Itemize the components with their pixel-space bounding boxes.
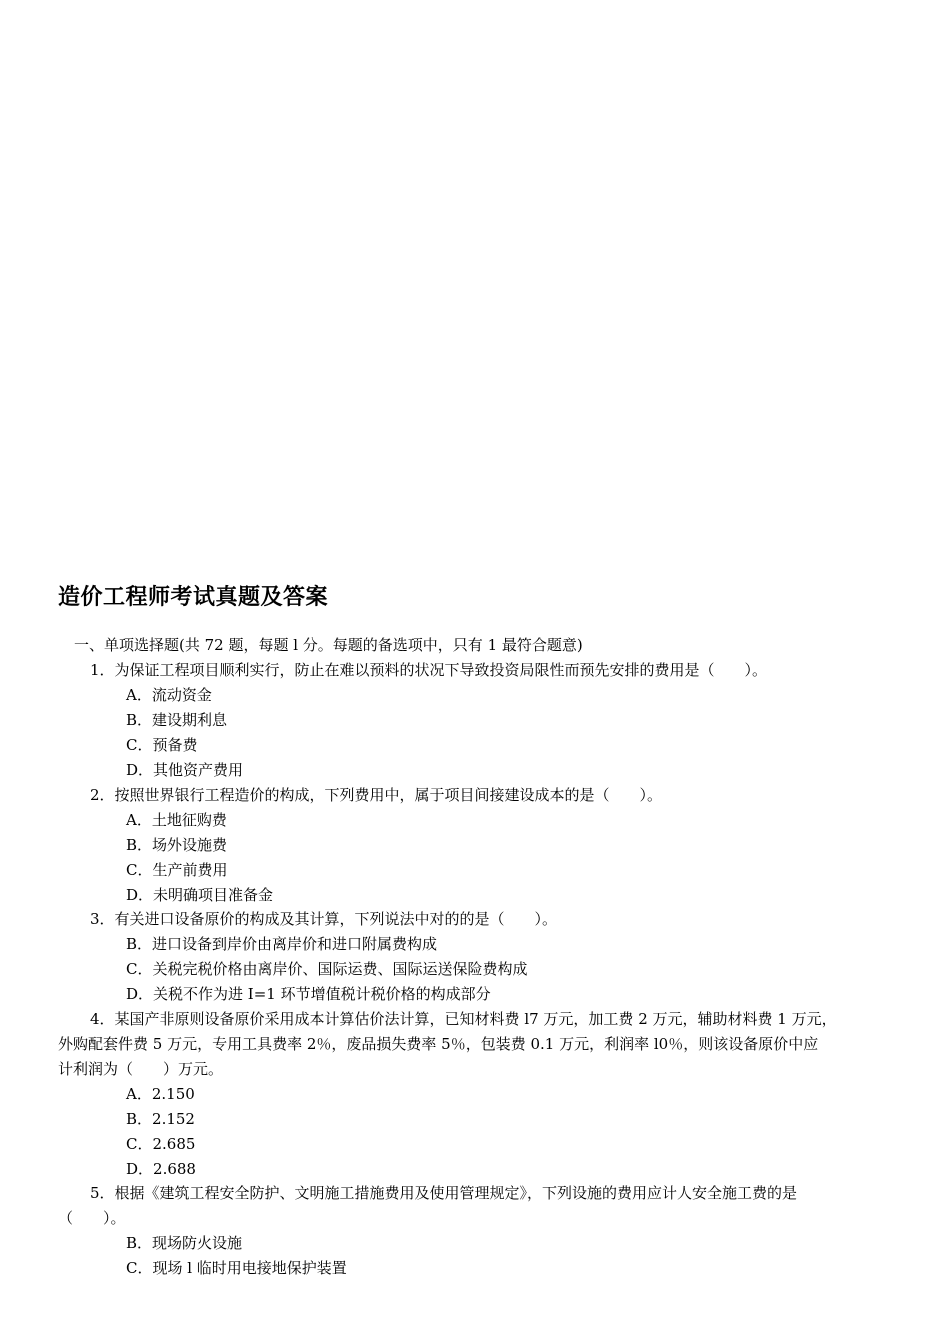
question-1-option-c: C．预备费 <box>126 736 198 754</box>
question-5-stem-line-2: （ ）。 <box>58 1209 126 1227</box>
question-3-stem: 3．有关进口设备原价的构成及其计算，下列说法中对的的是（ ）。 <box>90 910 558 928</box>
question-4-stem-line-1: 4．某国产非原则设备原价采用成本计算估价法计算，已知材料费 l7 万元，加工费 2 万元，辅助材料费 1 万元， <box>90 1010 837 1028</box>
question-1-option-a: A．流动资金 <box>126 686 212 704</box>
question-4-stem-line-2: 外购配套件费 5 万元，专用工具费率 2％，废品损失费率 5％，包装费 0.1 万元，利润率 l0％，则该设备原价中应 <box>58 1035 819 1053</box>
section-heading: 一、单项选择题(共 72 题，每题 l 分。每题的备选项中，只有 1 最符合题意) <box>74 636 583 654</box>
question-5-option-c: C．现场 l 临时用电接地保护装置 <box>126 1259 347 1277</box>
question-5-option-b: B．现场防火设施 <box>126 1234 243 1252</box>
question-1-stem: 1．为保证工程项目顺利实行，防止在难以预料的状况下导致投资局限性而预先安排的费用是（ ）。 <box>90 661 768 679</box>
question-3-option-c: C．关税完税价格由离岸价、国际运费、国际运送保险费构成 <box>126 960 528 978</box>
question-2-option-c: C．生产前费用 <box>126 861 228 879</box>
question-3-option-d: D．关税不作为进 I=1 环节增值税计税价格的构成部分 <box>126 985 491 1003</box>
question-4-option-c: C．2.685 <box>126 1135 196 1153</box>
question-2-option-a: A．土地征购费 <box>126 811 227 829</box>
question-1-option-d: D．其他资产费用 <box>126 761 244 779</box>
question-2-stem: 2．按照世界银行工程造价的构成，下列费用中，属于项目间接建设成本的是（ ）。 <box>90 786 663 804</box>
question-4-option-a: A．2.150 <box>126 1085 195 1103</box>
question-3-option-b: B．进口设备到岸价由离岸价和进口附属费构成 <box>126 935 438 953</box>
question-5-stem-line-1: 5．根据《建筑工程安全防护、文明施工措施费用及使用管理规定》，下列设施的费用应计人安全施工费的是 <box>90 1184 798 1202</box>
question-4-option-b: B．2.152 <box>126 1110 195 1128</box>
question-4-stem-line-3: 计利润为（ ）万元。 <box>58 1060 224 1078</box>
question-4-option-d: D．2.688 <box>126 1160 196 1178</box>
question-1-option-b: B．建设期利息 <box>126 711 228 729</box>
document-title: 造价工程师考试真题及答案 <box>58 585 329 610</box>
question-2-option-b: B．场外设施费 <box>126 836 228 854</box>
question-2-option-d: D．未明确项目准备金 <box>126 886 274 904</box>
